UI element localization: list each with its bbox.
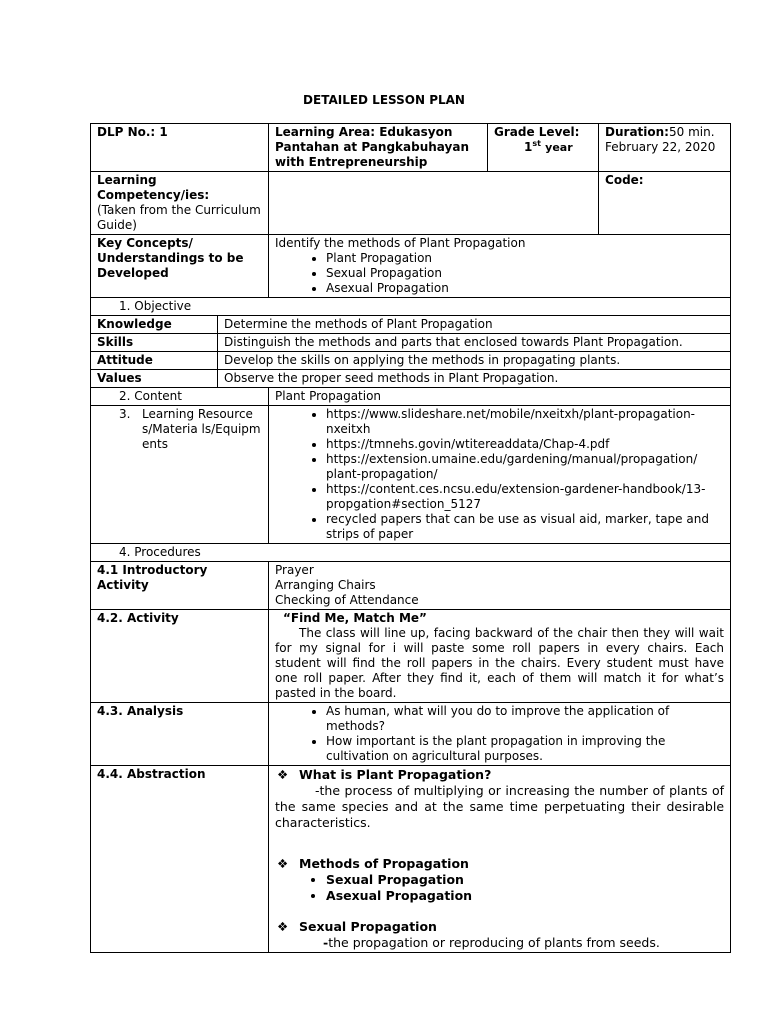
introductory-row	[91, 562, 731, 610]
list-item: • Sexual Propagation	[326, 266, 724, 281]
objective-row	[91, 334, 731, 352]
activity-title: “Find Me, Match Me”	[283, 611, 427, 625]
objective-text: Observe the proper seed methods in Plant Propagation.	[218, 370, 731, 388]
resources-number: 3.	[119, 407, 131, 421]
resources-label-wrap	[119, 407, 262, 452]
introductory-item: Arranging Chairs	[275, 578, 376, 592]
resources-label: Learning Resources/Materia ls/Equipments	[142, 407, 261, 451]
spacer	[275, 831, 724, 856]
activity-label: 4.2. Activity	[91, 610, 269, 703]
activity-row	[91, 610, 731, 703]
key-concepts-intro: Identify the methods of Plant Propagation	[275, 236, 526, 250]
grade-level-value	[494, 140, 573, 154]
duration-cell	[599, 124, 731, 172]
key-concepts-cell	[269, 235, 731, 298]
grade-year: year	[545, 141, 573, 154]
list-item: • Asexual Propagation	[326, 281, 724, 296]
procedures-heading-row	[91, 544, 731, 562]
resource-item: • recycled papers that can be use as visual aid, marker, tape and strips of paper	[326, 512, 724, 542]
resource-link: • https://extension.umaine.edu/gardening/manual/propagation/ plant-propagation/	[326, 452, 724, 482]
grade-suffix: st	[532, 139, 541, 148]
method-item: • Asexual Propagation	[326, 888, 724, 904]
activity-text: The class will line up, facing backward of the chair then they will wait for my signal for i will paste some roll papers in every chairs. Each student will find the roll papers in the chairs. Every student must have one roll paper. After they find it, each of them will match it for what’s pasted in the board.	[275, 626, 725, 700]
resources-list	[275, 407, 724, 542]
spacer	[275, 904, 724, 919]
definition-text: the propagation or reproducing of plants from seeds.	[328, 935, 660, 950]
objective-text: Develop the skills on applying the methods in propagating plants.	[218, 352, 731, 370]
grade-level-label: Grade Level:	[494, 125, 580, 139]
activity-cell	[269, 610, 731, 703]
resources-row	[91, 406, 731, 544]
analysis-question: • How important is the plant propagation in improving the cultivation on agricultural purposes.	[326, 734, 724, 764]
abstraction-question	[275, 767, 724, 783]
competency-label: Learning Competency/ies:	[97, 173, 210, 202]
definition-dash: -	[323, 935, 329, 950]
competency-row	[91, 172, 731, 235]
header-row	[91, 124, 731, 172]
learning-area: Learning Area: Edukasyon Pantahan at Pangkabuhayan with Entrepreneurship	[269, 124, 488, 172]
duration-label: Duration:	[605, 125, 669, 139]
lesson-date: February 22, 2020	[605, 140, 716, 154]
content-row	[91, 388, 731, 406]
resource-link: • https://content.ces.ncsu.edu/extension-gardener-handbook/13-propgation#section_5127	[326, 482, 724, 512]
dlp-number: DLP No.: 1	[91, 124, 269, 172]
key-concepts-row	[91, 235, 731, 298]
abstraction-question-text: Sexual Propagation	[299, 919, 437, 934]
diamond-bullet-icon: ❖	[277, 856, 289, 871]
abstraction-row	[91, 766, 731, 953]
objective-label: Values	[91, 370, 218, 388]
objective-text: Distinguish the methods and parts that enclosed towards Plant Propagation.	[218, 334, 731, 352]
analysis-row	[91, 703, 731, 766]
analysis-list	[275, 704, 724, 764]
introductory-label: 4.1 Introductory Activity	[91, 562, 269, 610]
competency-label-cell	[91, 172, 269, 235]
lesson-plan-table	[90, 123, 731, 953]
grade-number: 1	[524, 140, 533, 154]
abstraction-definition	[275, 935, 724, 951]
resource-link: • https://www.slideshare.net/mobile/nxeitxh/plant-propagation-nxeitxh	[326, 407, 724, 437]
resources-cell	[269, 406, 731, 544]
competency-value	[269, 172, 599, 235]
analysis-cell	[269, 703, 731, 766]
content-value: Plant Propagation	[269, 388, 731, 406]
abstraction-label: 4.4. Abstraction	[91, 766, 269, 953]
introductory-item: Checking of Attendance	[275, 593, 419, 607]
abstraction-question	[275, 856, 724, 872]
abstraction-definition: -the process of multiplying or increasing the number of plants of the same species and at the same time perpetuating their desirable characteristics.	[275, 783, 725, 830]
objective-row	[91, 316, 731, 334]
competency-note: (Taken from the Curriculum Guide)	[97, 203, 261, 232]
code-label: Code:	[599, 172, 731, 235]
objective-row	[91, 352, 731, 370]
list-item: • Plant Propagation	[326, 251, 724, 266]
analysis-label: 4.3. Analysis	[91, 703, 269, 766]
objective-heading-row	[91, 298, 731, 316]
objective-label: Knowledge	[91, 316, 218, 334]
objective-label: Attitude	[91, 352, 218, 370]
analysis-question: • As human, what will you do to improve the application of methods?	[326, 704, 724, 734]
grade-level	[488, 124, 599, 172]
objective-label: Skills	[91, 334, 218, 352]
procedures-heading: 4. Procedures	[91, 544, 731, 562]
resource-link: • https://tmnehs.govin/wtitereaddata/Chap-4.pdf	[326, 437, 724, 452]
objective-text: Determine the methods of Plant Propagation	[218, 316, 731, 334]
abstraction-question-text: Methods of Propagation	[299, 856, 469, 871]
diamond-bullet-icon: ❖	[277, 919, 289, 934]
methods-list	[275, 872, 724, 904]
introductory-cell	[269, 562, 731, 610]
key-concepts-label: Key Concepts/ Understandings to be Developed	[91, 235, 269, 298]
abstraction-question	[275, 919, 724, 935]
key-concepts-list	[275, 251, 724, 296]
document-title: DETAILED LESSON PLAN	[303, 93, 465, 107]
content-label: 2. Content	[91, 388, 269, 406]
objective-row	[91, 370, 731, 388]
introductory-item: Prayer	[275, 563, 314, 577]
diamond-bullet-icon: ❖	[277, 767, 289, 782]
objective-heading: 1. Objective	[91, 298, 731, 316]
duration-value: 50 min.	[668, 125, 715, 139]
abstraction-question-text: What is Plant Propagation?	[299, 767, 492, 782]
resources-label-cell	[91, 406, 269, 544]
abstraction-cell	[269, 766, 731, 953]
method-item: • Sexual Propagation	[326, 872, 724, 888]
